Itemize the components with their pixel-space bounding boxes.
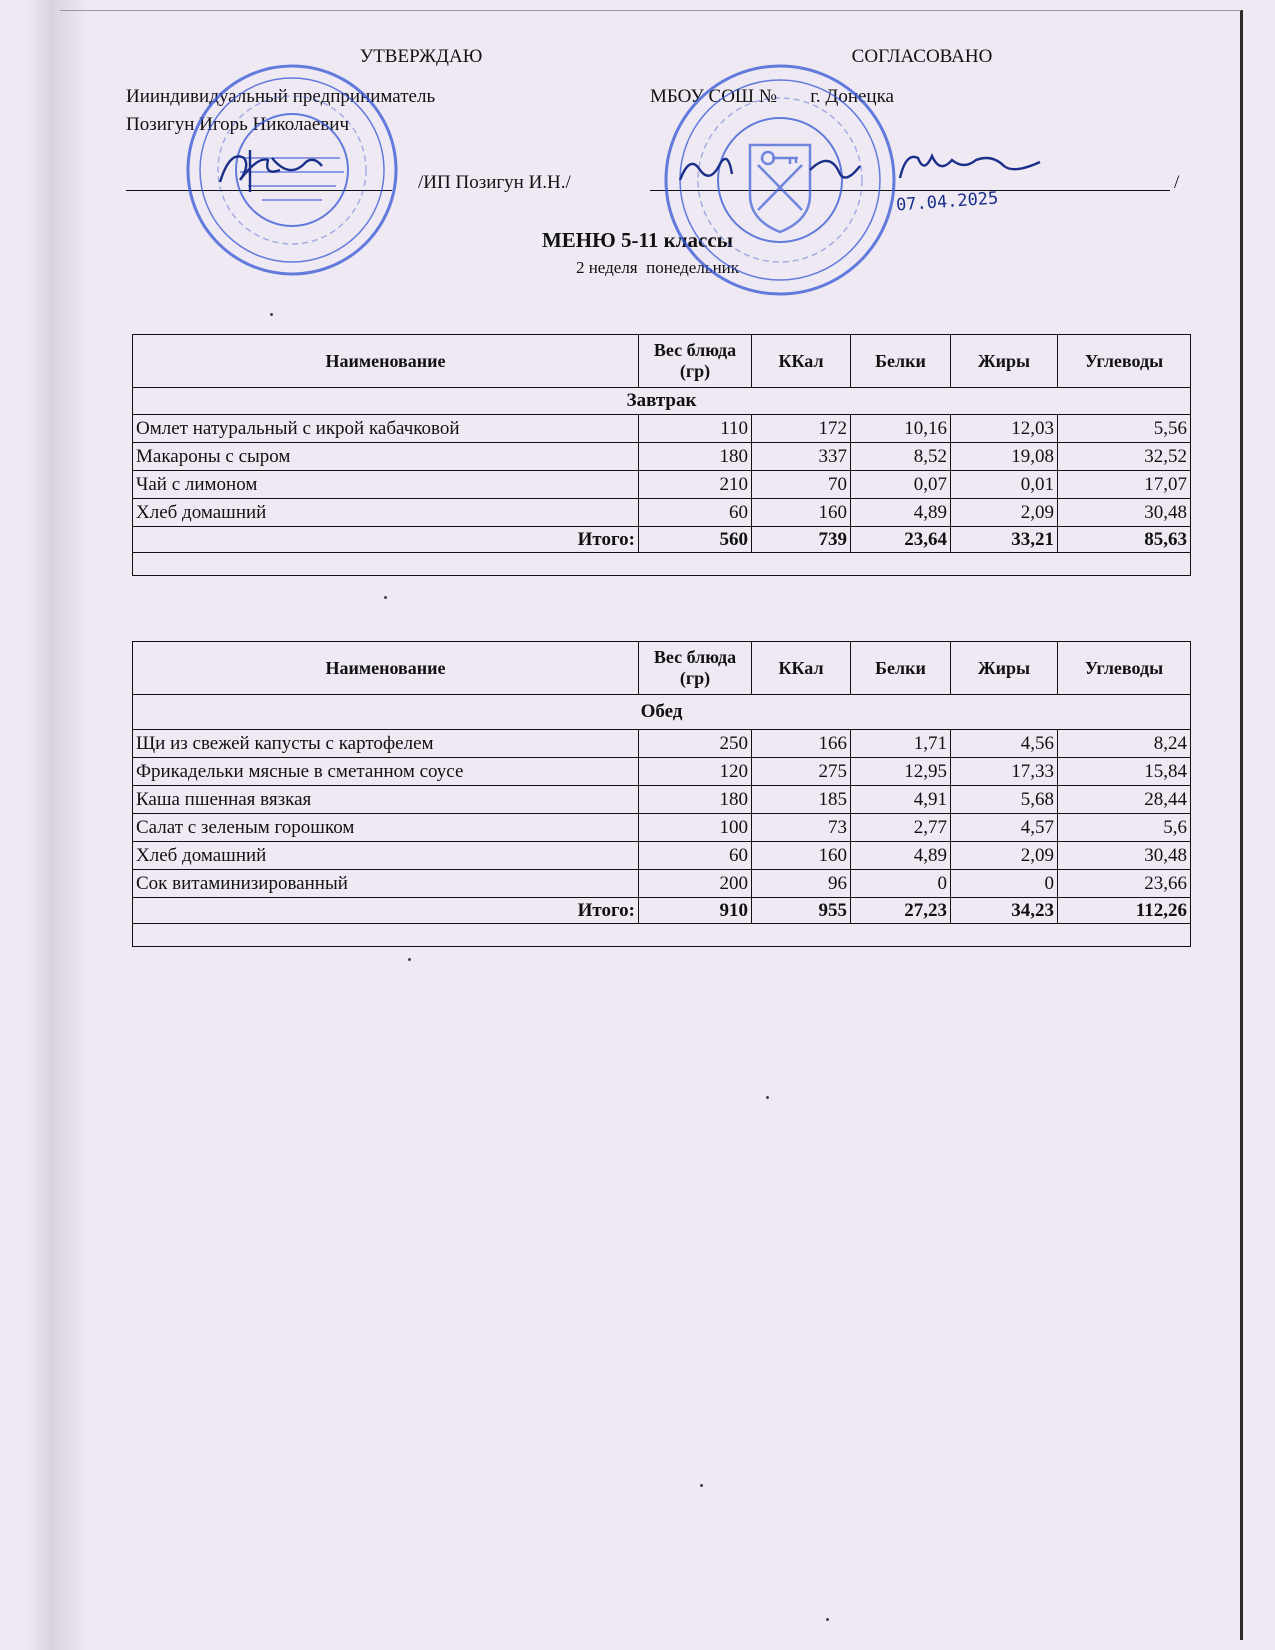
scan-speck (700, 1484, 703, 1487)
total-protein: 23,64 (851, 527, 951, 553)
breakfast-table (132, 334, 1191, 576)
total-row (133, 527, 1191, 553)
kcal-cell: 185 (752, 786, 851, 814)
approve-organization: Иииндивидуальный предприниматель (126, 86, 436, 107)
blank-cell (133, 553, 1191, 576)
column-header: ККал (752, 642, 851, 695)
kcal-cell: 160 (752, 499, 851, 527)
kcal-cell: 337 (752, 443, 851, 471)
dish-name: Сок витаминизированный (133, 870, 639, 898)
table-header-row (133, 335, 1191, 388)
carbs-cell: 17,07 (1058, 471, 1191, 499)
table-header-row (133, 642, 1191, 695)
column-header: Жиры (951, 642, 1058, 695)
document-subtitle (0, 258, 1275, 278)
table-row (133, 730, 1191, 758)
protein-cell: 1,71 (851, 730, 951, 758)
fat-cell: 12,03 (951, 415, 1058, 443)
scan-speck (766, 1096, 769, 1099)
table-row (133, 471, 1191, 499)
kcal-cell: 160 (752, 842, 851, 870)
table-row (133, 786, 1191, 814)
section-title: Обед (133, 695, 1191, 730)
scan-speck (826, 1618, 829, 1621)
kcal-cell: 70 (752, 471, 851, 499)
total-fat: 34,23 (951, 898, 1058, 924)
dish-name: Щи из свежей капусты с картофелем (133, 730, 639, 758)
total-kcal: 739 (752, 527, 851, 553)
lunch-table (132, 641, 1191, 947)
kcal-cell: 166 (752, 730, 851, 758)
protein-cell: 0,07 (851, 471, 951, 499)
dish-name: Фрикадельки мясные в сметанном соусе (133, 758, 639, 786)
protein-cell: 2,77 (851, 814, 951, 842)
protein-cell: 0 (851, 870, 951, 898)
fat-cell: 2,09 (951, 842, 1058, 870)
scan-speck (270, 313, 273, 316)
section-row (133, 388, 1191, 415)
total-row (133, 898, 1191, 924)
carbs-cell: 30,48 (1058, 842, 1191, 870)
signature-date: 07.04.2025 (895, 188, 999, 216)
total-weight: 910 (639, 898, 752, 924)
fat-cell: 2,09 (951, 499, 1058, 527)
signature-right (670, 140, 1070, 210)
total-weight: 560 (639, 527, 752, 553)
page-edge (1240, 10, 1243, 1640)
table-row (133, 842, 1191, 870)
protein-cell: 12,95 (851, 758, 951, 786)
approve-signatory: /ИП Позигун И.Н./ (418, 172, 571, 193)
fat-cell: 4,57 (951, 814, 1058, 842)
carbs-cell: 5,56 (1058, 415, 1191, 443)
table-row (133, 415, 1191, 443)
scan-speck (384, 596, 387, 599)
weight-cell: 60 (639, 499, 752, 527)
fat-cell: 5,68 (951, 786, 1058, 814)
dish-name: Каша пшенная вязкая (133, 786, 639, 814)
dish-name: Хлеб домашний (133, 499, 639, 527)
carbs-cell: 5,6 (1058, 814, 1191, 842)
table-row (133, 499, 1191, 527)
document-title: МЕНЮ 5-11 классы (541, 228, 734, 252)
scan-speck (408, 958, 411, 961)
table-row (133, 758, 1191, 786)
column-header: Вес блюда (гр) (639, 642, 752, 695)
dish-name: Чай с лимоном (133, 471, 639, 499)
column-header: Вес блюда (гр) (639, 335, 752, 388)
table-row (133, 814, 1191, 842)
protein-cell: 4,89 (851, 842, 951, 870)
protein-cell: 8,52 (851, 443, 951, 471)
kcal-cell: 275 (752, 758, 851, 786)
table-row (133, 870, 1191, 898)
total-label: Итого: (133, 898, 639, 924)
total-protein: 27,23 (851, 898, 951, 924)
carbs-cell: 28,44 (1058, 786, 1191, 814)
blank-row (133, 924, 1191, 947)
approve-title: УТВЕРЖДАЮ (359, 46, 483, 67)
signature-line-left (126, 170, 392, 191)
weight-cell: 60 (639, 842, 752, 870)
total-carbs: 85,63 (1058, 527, 1191, 553)
weight-cell: 100 (639, 814, 752, 842)
page-edge-top (60, 10, 1241, 11)
carbs-cell: 8,24 (1058, 730, 1191, 758)
fat-cell: 0 (951, 870, 1058, 898)
carbs-cell: 32,52 (1058, 443, 1191, 471)
fat-cell: 0,01 (951, 471, 1058, 499)
agree-title: СОГЛАСОВАНО (851, 46, 993, 67)
agree-slash: / (1174, 172, 1180, 193)
column-header: ККал (752, 335, 851, 388)
column-header: Углеводы (1058, 335, 1191, 388)
section-title: Завтрак (133, 388, 1191, 415)
column-header: Углеводы (1058, 642, 1191, 695)
weight-cell: 120 (639, 758, 752, 786)
column-header: Жиры (951, 335, 1058, 388)
approve-person-name: Позигун Игорь Николаевич (126, 114, 350, 135)
blank-cell (133, 924, 1191, 947)
agree-school: МБОУ СОШ № г. Донецка (650, 86, 894, 107)
section-row (133, 695, 1191, 730)
weight-cell: 200 (639, 870, 752, 898)
fat-cell: 17,33 (951, 758, 1058, 786)
table-row (133, 443, 1191, 471)
total-carbs: 112,26 (1058, 898, 1191, 924)
dish-name: Салат с зеленым горошком (133, 814, 639, 842)
signature-line-right (650, 190, 1170, 191)
carbs-cell: 15,84 (1058, 758, 1191, 786)
total-label: Итого: (133, 527, 639, 553)
protein-cell: 4,91 (851, 786, 951, 814)
total-kcal: 955 (752, 898, 851, 924)
blank-row (133, 553, 1191, 576)
fat-cell: 4,56 (951, 730, 1058, 758)
weight-cell: 210 (639, 471, 752, 499)
fat-cell: 19,08 (951, 443, 1058, 471)
weight-cell: 250 (639, 730, 752, 758)
protein-cell: 10,16 (851, 415, 951, 443)
weight-cell: 110 (639, 415, 752, 443)
dish-name: Макароны с сыром (133, 443, 639, 471)
protein-cell: 4,89 (851, 499, 951, 527)
subtitle-text: 2 неделя понедельник (575, 258, 740, 277)
dish-name: Омлет натуральный с икрой кабачковой (133, 415, 639, 443)
total-fat: 33,21 (951, 527, 1058, 553)
column-header: Белки (851, 335, 951, 388)
weight-cell: 180 (639, 443, 752, 471)
carbs-cell: 23,66 (1058, 870, 1191, 898)
carbs-cell: 30,48 (1058, 499, 1191, 527)
weight-cell: 180 (639, 786, 752, 814)
column-header: Наименование (133, 335, 639, 388)
column-header: Наименование (133, 642, 639, 695)
column-header: Белки (851, 642, 951, 695)
dish-name: Хлеб домашний (133, 842, 639, 870)
kcal-cell: 172 (752, 415, 851, 443)
kcal-cell: 73 (752, 814, 851, 842)
kcal-cell: 96 (752, 870, 851, 898)
